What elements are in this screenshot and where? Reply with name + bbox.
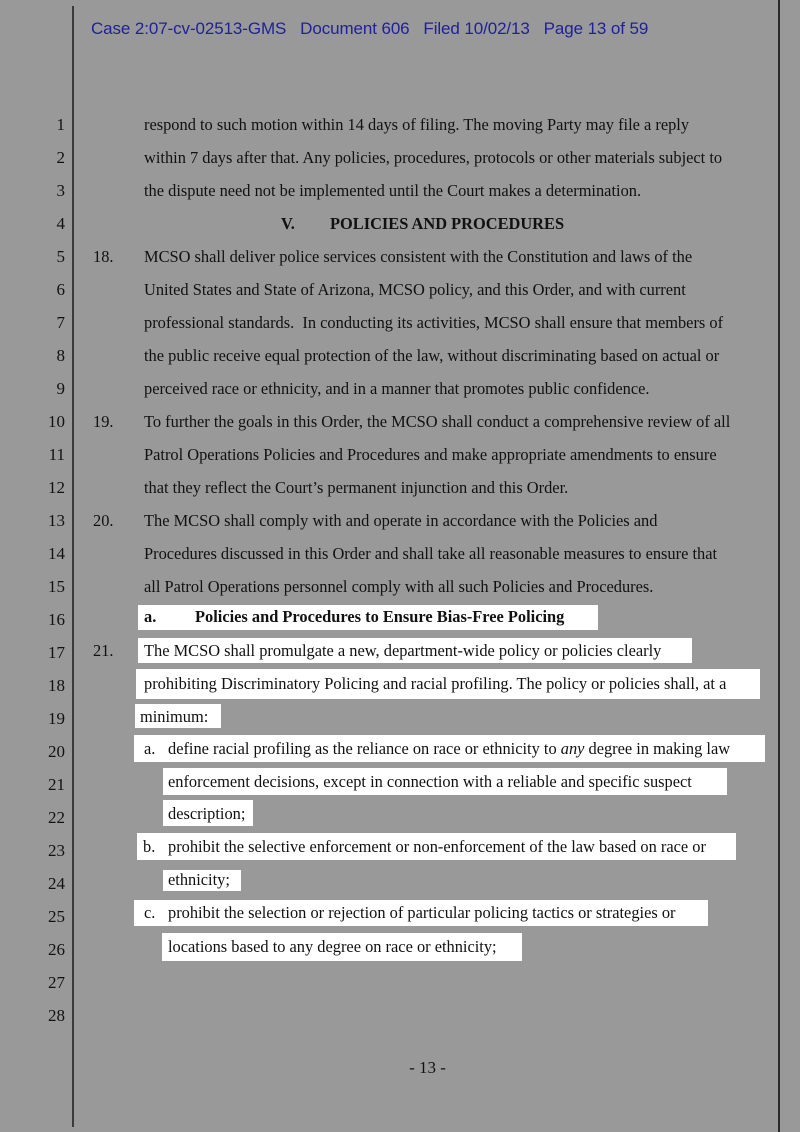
list-item-letter: b. (143, 837, 156, 856)
line-number: 13 (48, 511, 65, 530)
line-number: 19 (48, 709, 65, 728)
body-line: the dispute need not be implemented until the Court makes a determination. (144, 181, 642, 200)
body-line: Procedures discussed in this Order and shall take all reasonable measures to ensure that (144, 544, 718, 563)
line-number: 8 (56, 346, 65, 365)
line-number: 6 (56, 280, 65, 299)
line-number: 16 (48, 610, 65, 629)
line-number: 23 (48, 841, 65, 860)
body-line: To further the goals in this Order, the MCSO shall conduct a comprehensive review of all (144, 412, 731, 431)
line-number: 7 (56, 313, 65, 332)
page-indicator: Page 13 of 59 (543, 19, 649, 38)
paragraph-number: 20. (93, 511, 114, 530)
right-margin-rule (778, 0, 780, 1132)
list-item-text (168, 739, 730, 759)
line-number: 12 (48, 478, 65, 497)
line-number: 17 (48, 643, 65, 662)
paragraph-number: 21. (93, 641, 114, 660)
section-number: V. (281, 214, 295, 233)
body-line: perceived race or ethnicity, and in a manner that promotes public confidence. (144, 379, 650, 398)
list-item-continuation: enforcement decisions, except in connection with a reliable and specific suspect (168, 772, 692, 791)
line-number: 27 (48, 973, 65, 992)
line-number: 18 (48, 676, 65, 695)
page-number-footer: - 13 - (409, 1058, 446, 1077)
line-number: 1 (56, 115, 65, 134)
body-line: all Patrol Operations personnel comply with all such Policies and Procedures. (144, 577, 654, 596)
body-line: MCSO shall deliver police services consistent with the Constitution and laws of the (144, 247, 693, 266)
text-segment: degree in making law (584, 739, 731, 758)
list-item-letter: c. (144, 903, 156, 922)
line-number: 9 (56, 379, 65, 398)
body-line: The MCSO shall promulgate a new, department-wide policy or policies clearly (144, 641, 662, 660)
text-segment: define racial profiling as the reliance on race or ethnicity to (168, 739, 561, 758)
line-number: 20 (48, 742, 65, 761)
filing-header (91, 19, 648, 39)
paragraph-number: 19. (93, 412, 114, 431)
body-line: professional standards. In conducting its activities, MCSO shall ensure that members of (144, 313, 724, 332)
line-number: 3 (56, 181, 65, 200)
list-item-continuation: ethnicity; (168, 870, 230, 889)
left-margin-rule (72, 6, 74, 1127)
document-number: Document 606 (300, 19, 410, 38)
list-item-text: prohibit the selection or rejection of particular policing tactics or strategies or (168, 903, 676, 922)
case-number: Case 2:07-cv-02513-GMS (91, 19, 287, 38)
subsection-title: Policies and Procedures to Ensure Bias-Free Policing (195, 607, 565, 626)
body-line: the public receive equal protection of the law, without discriminating based on actual or (144, 346, 720, 365)
subsection-letter: a. (144, 607, 157, 626)
body-line: prohibiting Discriminatory Policing and racial profiling. The policy or policies shall, at a (144, 674, 727, 693)
line-number: 10 (48, 412, 65, 431)
list-item-letter: a. (144, 739, 156, 758)
body-line: respond to such motion within 14 days of filing. The moving Party may file a reply (144, 115, 690, 134)
line-number: 25 (48, 907, 65, 926)
filed-date: Filed 10/02/13 (423, 19, 530, 38)
line-number: 28 (48, 1006, 65, 1025)
line-number: 26 (48, 940, 65, 959)
body-line: within 7 days after that. Any policies, procedures, protocols or other materials subject to (144, 148, 723, 167)
list-item-continuation: locations based to any degree on race or ethnicity; (168, 937, 497, 956)
line-number: 22 (48, 808, 65, 827)
section-title: POLICIES AND PROCEDURES (330, 214, 565, 233)
line-number: 11 (48, 445, 65, 464)
body-line: minimum: (140, 707, 209, 726)
line-number: 4 (56, 214, 65, 233)
emphasis-text: any (560, 739, 585, 758)
body-line: that they reflect the Court’s permanent injunction and this Order. (144, 478, 569, 497)
body-line: The MCSO shall comply with and operate in accordance with the Policies and (144, 511, 658, 530)
list-item-text: prohibit the selective enforcement or non-enforcement of the law based on race or (168, 837, 706, 856)
line-number: 5 (56, 247, 65, 266)
line-number: 15 (48, 577, 65, 596)
line-number: 2 (56, 148, 65, 167)
line-number: 24 (48, 874, 65, 893)
list-item-continuation: description; (168, 804, 246, 823)
body-line: United States and State of Arizona, MCSO policy, and this Order, and with current (144, 280, 686, 299)
body-line: Patrol Operations Policies and Procedures and make appropriate amendments to ensure (144, 445, 717, 464)
paragraph-number: 18. (93, 247, 114, 266)
line-number: 14 (48, 544, 65, 563)
line-number: 21 (48, 775, 65, 794)
